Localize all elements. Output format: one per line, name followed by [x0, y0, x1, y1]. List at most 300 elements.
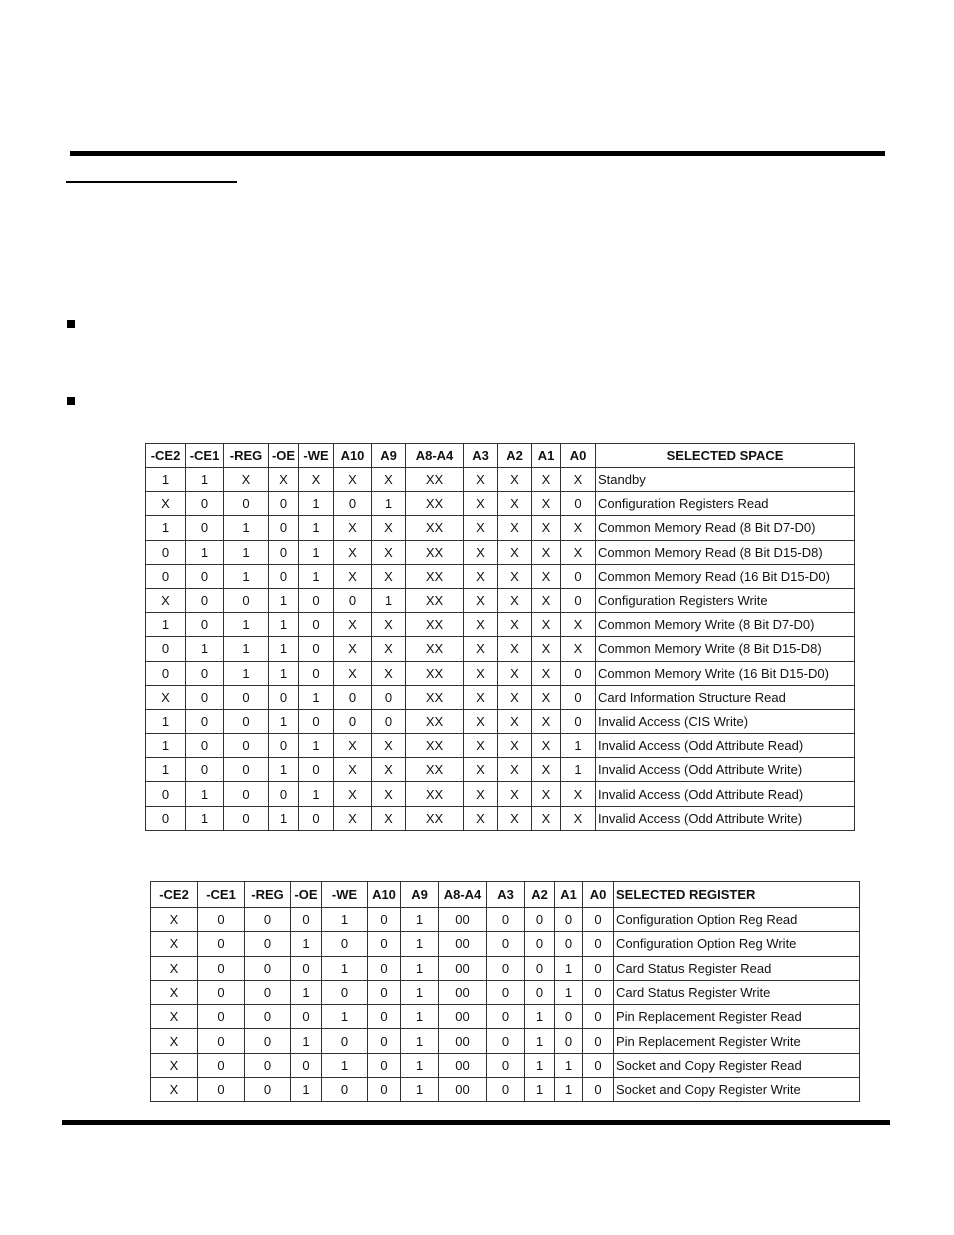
table-cell: 1: [401, 1005, 439, 1029]
table-cell: 0: [525, 980, 555, 1004]
table-cell: X: [372, 734, 406, 758]
table-cell: 00: [439, 1029, 487, 1053]
table-row: [151, 908, 860, 932]
table-cell: X: [372, 516, 406, 540]
table-cell: X: [372, 613, 406, 637]
header-cell: -REG: [224, 444, 269, 468]
table-cell: 0: [322, 1029, 368, 1053]
table-cell: 0: [198, 932, 245, 956]
table-cell: X: [334, 564, 372, 588]
table-cell: 1: [322, 1005, 368, 1029]
table-cell: X: [532, 661, 561, 685]
table-cell: 0: [372, 709, 406, 733]
table-cell: X: [561, 468, 596, 492]
header-cell: A2: [525, 882, 555, 908]
table-cell: 0: [186, 734, 224, 758]
row-description: Invalid Access (CIS Write): [596, 709, 855, 733]
table-cell: 1: [269, 661, 299, 685]
row-description: Socket and Copy Register Write: [614, 1078, 860, 1102]
table-header-row: [146, 444, 855, 468]
table-cell: X: [561, 637, 596, 661]
table-cell: XX: [406, 685, 464, 709]
table-cell: 0: [269, 516, 299, 540]
table-cell: 0: [334, 492, 372, 516]
table-cell: 0: [334, 588, 372, 612]
table-cell: 1: [322, 1053, 368, 1077]
table-cell: 0: [368, 1029, 401, 1053]
table-cell: XX: [406, 782, 464, 806]
table-cell: 0: [269, 734, 299, 758]
table-cell: XX: [406, 564, 464, 588]
table-cell: 1: [291, 980, 322, 1004]
table-cell: X: [334, 758, 372, 782]
header-cell: -OE: [269, 444, 299, 468]
table-cell: X: [498, 613, 532, 637]
header-cell: A0: [583, 882, 614, 908]
table-cell: X: [146, 685, 186, 709]
table-cell: X: [146, 588, 186, 612]
table-cell: 0: [269, 564, 299, 588]
header-cell: A9: [372, 444, 406, 468]
table-cell: 0: [245, 1005, 291, 1029]
table-cell: 0: [322, 980, 368, 1004]
header-cell: -CE2: [146, 444, 186, 468]
table-cell: X: [464, 661, 498, 685]
table-cell: X: [151, 1053, 198, 1077]
header-cell: -CE1: [198, 882, 245, 908]
table-cell: XX: [406, 637, 464, 661]
table-cell: 0: [299, 588, 334, 612]
header-cell: A8-A4: [406, 444, 464, 468]
table-cell: 0: [368, 1053, 401, 1077]
table-cell: 0: [186, 758, 224, 782]
table-cell: 0: [224, 758, 269, 782]
table-cell: X: [532, 806, 561, 830]
table-cell: 1: [224, 613, 269, 637]
table-cell: 0: [525, 956, 555, 980]
table-cell: X: [532, 564, 561, 588]
table-row: [146, 709, 855, 733]
row-description: Socket and Copy Register Read: [614, 1053, 860, 1077]
table-cell: 0: [146, 637, 186, 661]
row-description: Common Memory Read (8 Bit D7-D0): [596, 516, 855, 540]
table-cell: 1: [146, 758, 186, 782]
table-row: [146, 468, 855, 492]
table-cell: X: [532, 492, 561, 516]
table-cell: 0: [583, 1005, 614, 1029]
row-description: Common Memory Write (8 Bit D15-D8): [596, 637, 855, 661]
table-cell: 0: [583, 908, 614, 932]
table-cell: 1: [401, 908, 439, 932]
table-cell: X: [372, 637, 406, 661]
table-cell: 00: [439, 1053, 487, 1077]
table-cell: X: [464, 540, 498, 564]
table-cell: X: [561, 782, 596, 806]
bullet-square-2: [67, 397, 75, 405]
table-cell: XX: [406, 661, 464, 685]
table-cell: 0: [224, 588, 269, 612]
table-cell: 1: [525, 1078, 555, 1102]
table-cell: 1: [561, 758, 596, 782]
table-cell: X: [372, 758, 406, 782]
table-cell: X: [498, 492, 532, 516]
table-cell: X: [299, 468, 334, 492]
table-row: [146, 516, 855, 540]
table-cell: 0: [368, 908, 401, 932]
table-cell: 1: [269, 637, 299, 661]
row-description: Common Memory Read (16 Bit D15-D0): [596, 564, 855, 588]
table-cell: X: [498, 734, 532, 758]
table-cell: 1: [401, 1053, 439, 1077]
table-cell: 0: [245, 1078, 291, 1102]
header-cell: -WE: [299, 444, 334, 468]
table-cell: 1: [146, 613, 186, 637]
table-cell: 0: [224, 806, 269, 830]
table-header-row: [151, 882, 860, 908]
table-cell: 0: [334, 685, 372, 709]
table-cell: X: [498, 782, 532, 806]
table-cell: 1: [186, 637, 224, 661]
table-cell: 0: [299, 613, 334, 637]
table-cell: 0: [487, 1005, 525, 1029]
table-cell: X: [532, 637, 561, 661]
table-cell: XX: [406, 709, 464, 733]
table-cell: X: [334, 468, 372, 492]
table-cell: 00: [439, 956, 487, 980]
header-cell: -OE: [291, 882, 322, 908]
table-cell: 00: [439, 932, 487, 956]
table-cell: 0: [555, 932, 583, 956]
header-cell: -CE2: [151, 882, 198, 908]
selected-register-table: [150, 881, 860, 1102]
header-cell: A10: [368, 882, 401, 908]
table-cell: X: [151, 980, 198, 1004]
table-cell: 0: [322, 1078, 368, 1102]
table-cell: X: [498, 588, 532, 612]
table-cell: 0: [186, 588, 224, 612]
table-cell: XX: [406, 806, 464, 830]
table-cell: 1: [186, 782, 224, 806]
table-cell: 1: [525, 1029, 555, 1053]
table-cell: 0: [245, 908, 291, 932]
table-cell: 1: [299, 516, 334, 540]
table-cell: 0: [368, 932, 401, 956]
table-cell: 0: [525, 932, 555, 956]
table-cell: 0: [334, 709, 372, 733]
table-row: [146, 734, 855, 758]
table-cell: 0: [224, 685, 269, 709]
table-row: [146, 758, 855, 782]
table-cell: 00: [439, 908, 487, 932]
row-description: Common Memory Write (16 Bit D15-D0): [596, 661, 855, 685]
table-cell: X: [372, 540, 406, 564]
table-cell: XX: [406, 613, 464, 637]
table-cell: 0: [299, 758, 334, 782]
table-cell: 0: [146, 782, 186, 806]
table-cell: 0: [269, 685, 299, 709]
table-cell: X: [561, 540, 596, 564]
table-cell: 0: [224, 709, 269, 733]
table-cell: 0: [245, 932, 291, 956]
table-cell: X: [532, 516, 561, 540]
table-cell: 00: [439, 1005, 487, 1029]
table-cell: 0: [186, 564, 224, 588]
row-description: Card Status Register Read: [614, 956, 860, 980]
table-cell: 1: [555, 1078, 583, 1102]
table-cell: 0: [525, 908, 555, 932]
table-cell: X: [532, 758, 561, 782]
table-cell: 0: [368, 980, 401, 1004]
row-description: Card Information Structure Read: [596, 685, 855, 709]
table-cell: 1: [291, 1078, 322, 1102]
table-row: [146, 588, 855, 612]
table-cell: 0: [487, 1053, 525, 1077]
table-cell: 0: [198, 1029, 245, 1053]
table-cell: X: [498, 468, 532, 492]
table-row: [151, 932, 860, 956]
table-cell: 0: [146, 661, 186, 685]
table-row: [151, 1005, 860, 1029]
table-cell: X: [151, 932, 198, 956]
row-description: Configuration Option Reg Write: [614, 932, 860, 956]
table-cell: 0: [487, 908, 525, 932]
table-cell: 0: [186, 709, 224, 733]
table-cell: 0: [583, 980, 614, 1004]
table-cell: X: [464, 709, 498, 733]
table-cell: 0: [198, 956, 245, 980]
table-cell: 1: [146, 709, 186, 733]
table-cell: X: [532, 613, 561, 637]
table-cell: 0: [299, 806, 334, 830]
table-cell: X: [151, 1005, 198, 1029]
table-cell: 0: [561, 588, 596, 612]
row-description: Invalid Access (Odd Attribute Read): [596, 782, 855, 806]
table-cell: X: [372, 468, 406, 492]
header-cell: -CE1: [186, 444, 224, 468]
table-cell: X: [532, 540, 561, 564]
table-cell: 1: [146, 516, 186, 540]
table-cell: 1: [146, 468, 186, 492]
header-cell: A3: [464, 444, 498, 468]
table-cell: X: [224, 468, 269, 492]
row-description: Configuration Option Reg Read: [614, 908, 860, 932]
table-cell: X: [372, 661, 406, 685]
table-cell: 1: [525, 1005, 555, 1029]
table-cell: 1: [299, 782, 334, 806]
table-cell: 0: [186, 685, 224, 709]
table-cell: X: [498, 758, 532, 782]
table-cell: 0: [198, 1053, 245, 1077]
table-cell: 0: [198, 908, 245, 932]
table-cell: X: [334, 782, 372, 806]
table-row: [146, 540, 855, 564]
table-cell: XX: [406, 540, 464, 564]
table-row: [151, 980, 860, 1004]
table-cell: 1: [401, 980, 439, 1004]
table-cell: X: [372, 782, 406, 806]
table-cell: 0: [583, 1078, 614, 1102]
table-cell: 0: [291, 908, 322, 932]
table-cell: X: [532, 782, 561, 806]
table-cell: 1: [299, 734, 334, 758]
bullet-square-1: [67, 320, 75, 328]
table-row: [146, 564, 855, 588]
table-cell: 0: [487, 1029, 525, 1053]
table-cell: 1: [372, 492, 406, 516]
table-cell: 1: [561, 734, 596, 758]
table-cell: 0: [583, 932, 614, 956]
table-cell: 1: [186, 540, 224, 564]
table-cell: 1: [372, 588, 406, 612]
table-cell: 1: [269, 758, 299, 782]
table-cell: 0: [291, 956, 322, 980]
table-cell: X: [372, 806, 406, 830]
header-cell: -REG: [245, 882, 291, 908]
table-row: [151, 1053, 860, 1077]
table-cell: 0: [269, 782, 299, 806]
table-cell: X: [464, 468, 498, 492]
table-cell: X: [334, 734, 372, 758]
table-cell: 0: [561, 564, 596, 588]
row-description: Common Memory Read (8 Bit D15-D8): [596, 540, 855, 564]
table-cell: 0: [146, 806, 186, 830]
row-description: Card Status Register Write: [614, 980, 860, 1004]
table-cell: 00: [439, 1078, 487, 1102]
table-cell: 0: [245, 980, 291, 1004]
table-cell: 1: [401, 932, 439, 956]
header-cell-selected-space: SELECTED SPACE: [596, 444, 855, 468]
table-row: [146, 613, 855, 637]
table-row: [151, 956, 860, 980]
table-cell: 0: [186, 613, 224, 637]
header-cell: A9: [401, 882, 439, 908]
table-cell: X: [334, 516, 372, 540]
table-cell: 0: [372, 685, 406, 709]
table-cell: XX: [406, 492, 464, 516]
table-cell: 0: [555, 1029, 583, 1053]
table-cell: 0: [245, 1053, 291, 1077]
table-cell: 1: [291, 932, 322, 956]
table-cell: 1: [322, 908, 368, 932]
table-cell: 0: [146, 564, 186, 588]
table-row: [146, 782, 855, 806]
table-cell: 0: [555, 1005, 583, 1029]
table-cell: 0: [224, 782, 269, 806]
row-description: Pin Replacement Register Read: [614, 1005, 860, 1029]
table-cell: 1: [186, 468, 224, 492]
table-cell: X: [464, 758, 498, 782]
table-cell: 0: [368, 1078, 401, 1102]
table-cell: X: [561, 806, 596, 830]
table-cell: 0: [245, 956, 291, 980]
table-cell: 0: [368, 956, 401, 980]
table-cell: 1: [555, 980, 583, 1004]
table-row: [151, 1078, 860, 1102]
table-cell: 0: [291, 1005, 322, 1029]
table-cell: 0: [186, 492, 224, 516]
table-cell: X: [151, 1029, 198, 1053]
table-cell: 1: [401, 1029, 439, 1053]
table-cell: 1: [186, 806, 224, 830]
table-cell: 0: [487, 956, 525, 980]
table-cell: 1: [224, 516, 269, 540]
table-cell: X: [464, 613, 498, 637]
table-cell: 0: [224, 734, 269, 758]
row-description: Standby: [596, 468, 855, 492]
table-cell: X: [334, 637, 372, 661]
table-cell: 1: [525, 1053, 555, 1077]
table-row: [146, 492, 855, 516]
table-cell: 0: [487, 980, 525, 1004]
row-description: Pin Replacement Register Write: [614, 1029, 860, 1053]
table-cell: 0: [299, 709, 334, 733]
table-cell: X: [464, 588, 498, 612]
table-cell: 1: [555, 956, 583, 980]
table-cell: 0: [245, 1029, 291, 1053]
table-cell: X: [464, 685, 498, 709]
table-cell: X: [464, 637, 498, 661]
row-description: Configuration Registers Write: [596, 588, 855, 612]
table-cell: 1: [224, 637, 269, 661]
table-cell: XX: [406, 588, 464, 612]
header-cell: A3: [487, 882, 525, 908]
table-cell: X: [561, 613, 596, 637]
table-cell: 1: [269, 613, 299, 637]
table-cell: X: [561, 516, 596, 540]
table-cell: X: [532, 468, 561, 492]
table-cell: 0: [561, 492, 596, 516]
table-cell: 1: [401, 956, 439, 980]
table-cell: 0: [198, 1005, 245, 1029]
table-cell: X: [151, 1078, 198, 1102]
table-cell: X: [498, 685, 532, 709]
table-cell: X: [498, 564, 532, 588]
table-cell: 1: [299, 540, 334, 564]
table-cell: X: [532, 588, 561, 612]
table-cell: 0: [198, 1078, 245, 1102]
table-cell: 0: [146, 540, 186, 564]
table-cell: 00: [439, 980, 487, 1004]
table-cell: X: [269, 468, 299, 492]
table-cell: X: [464, 564, 498, 588]
header-cell: A0: [561, 444, 596, 468]
table-cell: 0: [561, 709, 596, 733]
header-cell-selected-register: SELECTED REGISTER: [614, 882, 860, 908]
table-cell: 0: [186, 516, 224, 540]
table-cell: 1: [269, 709, 299, 733]
table-cell: 1: [269, 588, 299, 612]
table-cell: 0: [561, 685, 596, 709]
table-cell: X: [498, 806, 532, 830]
table-cell: X: [498, 540, 532, 564]
table-cell: 1: [322, 956, 368, 980]
table-cell: X: [464, 516, 498, 540]
table-cell: X: [151, 956, 198, 980]
table-cell: X: [334, 806, 372, 830]
selected-space-table: [145, 443, 855, 831]
table-cell: 0: [583, 956, 614, 980]
table-cell: 0: [269, 540, 299, 564]
table-cell: XX: [406, 734, 464, 758]
table-cell: 0: [487, 1078, 525, 1102]
table-cell: 0: [487, 932, 525, 956]
header-cell: A1: [555, 882, 583, 908]
table-cell: 1: [146, 734, 186, 758]
row-description: Invalid Access (Odd Attribute Write): [596, 806, 855, 830]
table-row: [146, 661, 855, 685]
table-cell: 1: [224, 661, 269, 685]
table-cell: 0: [561, 661, 596, 685]
